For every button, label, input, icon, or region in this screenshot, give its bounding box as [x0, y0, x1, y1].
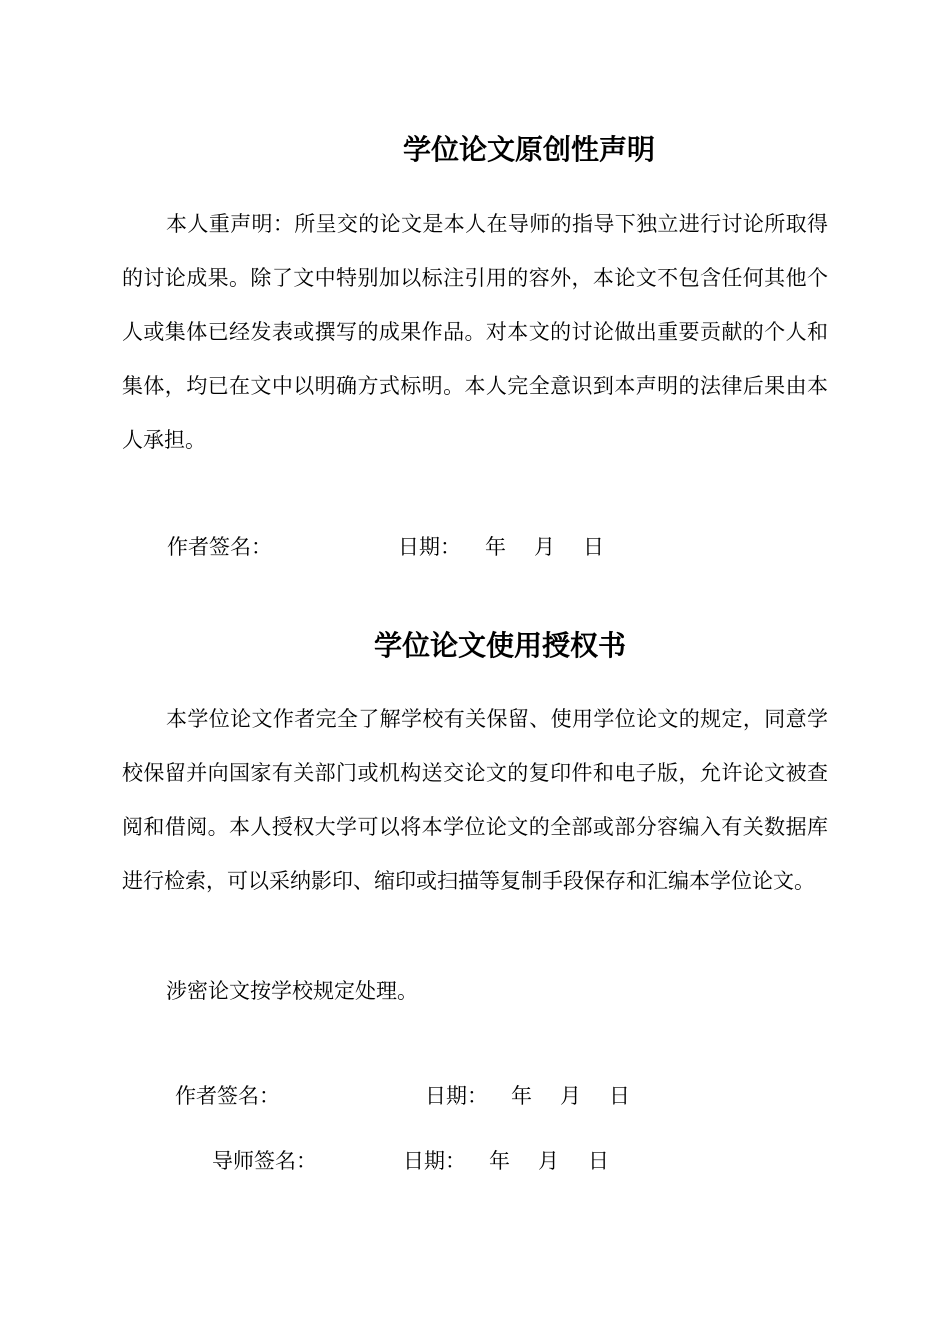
declaration-title: 学位论文原创性声明 [403, 133, 656, 166]
author-signature-label: 作者签名： [175, 1084, 280, 1108]
date-label: 日期： [425, 1084, 488, 1108]
month-label: 月 [560, 1084, 581, 1108]
year-label: 年 [511, 1084, 532, 1108]
month-label: 月 [534, 535, 555, 559]
author-signature-label: 作者签名： [167, 535, 272, 559]
day-label: 日 [583, 535, 604, 559]
year-label: 年 [489, 1149, 510, 1173]
secret-note: 涉密论文按学校规定处理。 [166, 979, 418, 1003]
authorization-title: 学位论文使用授权书 [374, 629, 627, 662]
date-label: 日期： [398, 535, 461, 559]
day-label: 日 [588, 1149, 609, 1173]
authorization-body: 本学位论文作者完全了解学校有关保留、使用学位论文的规定，同意学校保留并向国家有关部门或机构送交论文的复印件和电子版，允许论文被查阅和借阅。本人授权大学可以将本学位论文的全部或部分容编入有关数据库进行检索，可以采纳影印、缩印或扫描等复制手段保存和汇编本学位论文。 [122, 707, 828, 893]
day-label: 日 [609, 1084, 630, 1108]
declaration-body: 本人重声明：所呈交的论文是本人在导师的指导下独立进行讨论所取得的讨论成果。除了文中特别加以标注引用的容外，本论文不包含任何其他个人或集体已经发表或撰写的成果作品。对本文的讨论做出重要贡献的个人和集体，均已在文中以明确方式标明。本人完全意识到本声明的法律后果由本人承担。 [122, 212, 828, 452]
date-label: 日期： [403, 1149, 466, 1173]
month-label: 月 [538, 1149, 559, 1173]
year-label: 年 [485, 535, 506, 559]
supervisor-signature-label: 导师签名： [212, 1149, 317, 1173]
